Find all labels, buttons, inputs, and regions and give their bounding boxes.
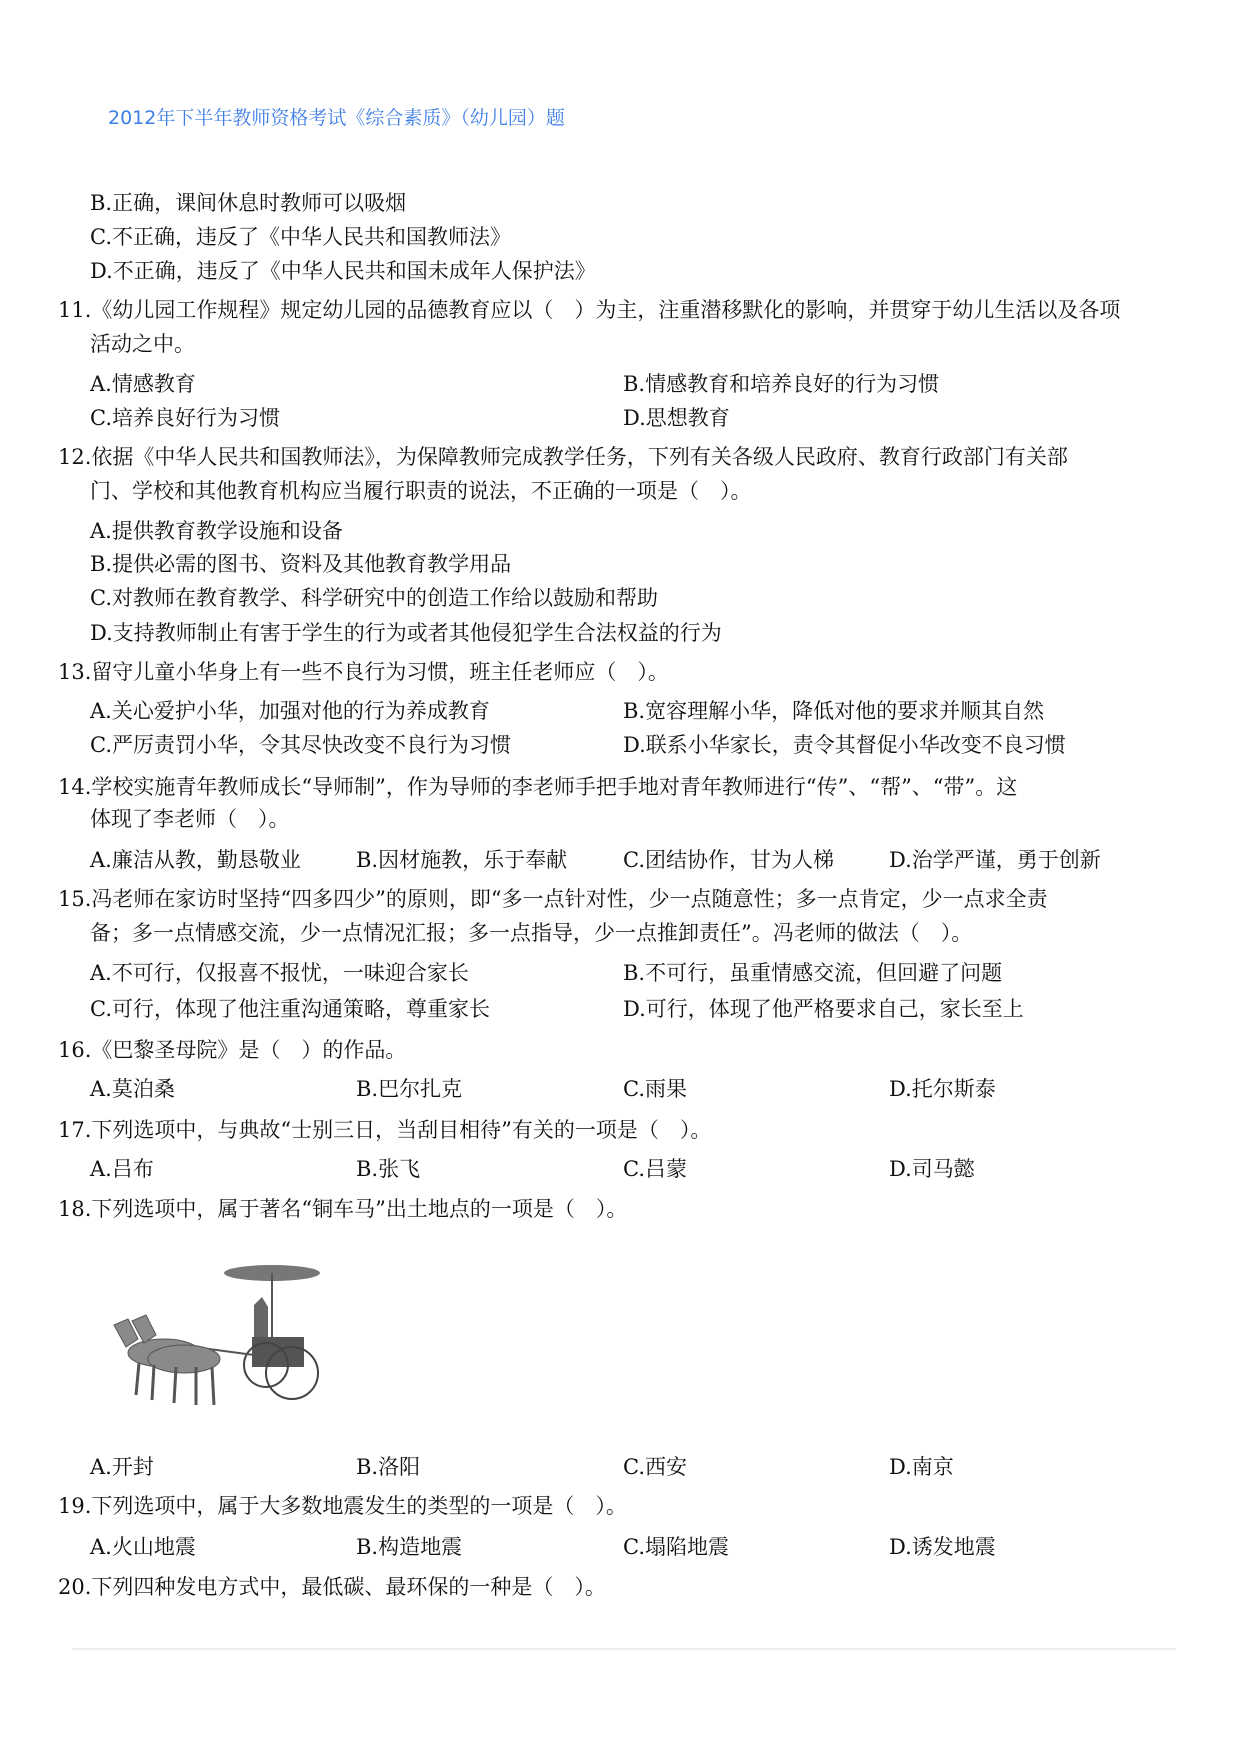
question-stem: 12.依据《中华人民共和国教师法》，为保障教师完成教学任务，下列有关各级人民政府、教育行政部门有关部 xyxy=(58,445,1068,469)
question-stem-continued: 门、学校和其他教育机构应当履行职责的说法，不正确的一项是（ ）。 xyxy=(90,479,752,503)
option-a: A.吕布 xyxy=(90,1157,154,1181)
option-d: D.思想教育 xyxy=(623,406,730,430)
question-stem: 11.《幼儿园工作规程》规定幼儿园的品德教育应以（ ）为主，注重潜移默化的影响，并贯穿于幼儿生活以及各项 xyxy=(58,298,1121,322)
option-a: A.不可行，仅报喜不报忧，一味迎合家长 xyxy=(90,961,469,985)
option-d: D.南京 xyxy=(889,1455,954,1479)
option-a: A.关心爱护小华，加强对他的行为养成教育 xyxy=(90,699,490,723)
option-c: C.塌陷地震 xyxy=(623,1535,729,1559)
option-b: B.不可行，虽重情感交流，但回避了问题 xyxy=(623,961,1003,985)
question-stem: 18.下列选项中，属于著名“铜车马”出土地点的一项是（ ）。 xyxy=(58,1197,628,1221)
option-d: D.可行，体现了他严格要求自己，家长至上 xyxy=(623,997,1024,1021)
option-b: B.构造地震 xyxy=(356,1535,463,1559)
option-c: C.培养良好行为习惯 xyxy=(90,406,280,430)
option-d: D.诱发地震 xyxy=(889,1535,996,1559)
option-b: B.洛阳 xyxy=(356,1455,421,1479)
option-c: C.对教师在教育教学、科学研究中的创造工作给以鼓励和帮助 xyxy=(90,586,658,610)
option-b: B.因材施教，乐于奉献 xyxy=(356,848,568,872)
option-b: B.提供必需的图书、资料及其他教育教学用品 xyxy=(90,552,512,576)
option-d: D.不正确，违反了《中华人民共和国未成年人保护法》 xyxy=(90,259,596,283)
option-d: D.支持教师制止有害于学生的行为或者其他侵犯学生合法权益的行为 xyxy=(90,621,722,645)
question-stem-continued: 活动之中。 xyxy=(90,332,195,356)
option-a: A.提供教育教学设施和设备 xyxy=(90,519,343,543)
page-divider xyxy=(72,1648,1176,1650)
option-a: A.火山地震 xyxy=(90,1535,196,1559)
option-c: C.团结协作，甘为人梯 xyxy=(623,848,834,872)
option-d: D.司马懿 xyxy=(889,1157,975,1181)
bronze-chariot-image xyxy=(104,1255,330,1415)
option-c: C.西安 xyxy=(623,1455,687,1479)
question-stem: 15.冯老师在家访时坚持“四多四少”的原则，即“多一点针对性，少一点随意性；多一点肯定，少一点求全责 xyxy=(58,887,1048,911)
option-a: A.莫泊桑 xyxy=(90,1077,175,1101)
option-b: B.巴尔扎克 xyxy=(356,1077,463,1101)
question-stem: 16.《巴黎圣母院》是（ ）的作品。 xyxy=(58,1038,407,1062)
option-a: A.开封 xyxy=(90,1455,154,1479)
option-c: C.可行，体现了他注重沟通策略，尊重家长 xyxy=(90,997,490,1021)
document-title: 2012年下半年教师资格考试《综合素质》（幼儿园）题 xyxy=(108,107,565,129)
option-d: D.托尔斯泰 xyxy=(889,1077,996,1101)
option-a: A.廉洁从教，勤恳敬业 xyxy=(90,848,301,872)
question-stem-continued: 体现了李老师（ ）。 xyxy=(90,807,290,831)
option-c: C.雨果 xyxy=(623,1077,687,1101)
option-b: B.情感教育和培养良好的行为习惯 xyxy=(623,372,940,396)
question-stem-continued: 备；多一点情感交流，少一点情况汇报；多一点指导，少一点推卸责任”。冯老师的做法（ ）。 xyxy=(90,921,973,945)
question-stem: 17.下列选项中，与典故“士别三日，当刮目相待”有关的一项是（ ）。 xyxy=(58,1118,712,1142)
option-d: D.联系小华家长，责令其督促小华改变不良习惯 xyxy=(623,733,1066,757)
question-stem: 13.留守儿童小华身上有一些不良行为习惯，班主任老师应（ ）。 xyxy=(58,660,669,684)
question-stem: 14.学校实施青年教师成长“导师制”，作为导师的李老师手把手地对青年教师进行“传”、“帮”、“带”。这 xyxy=(58,775,1018,799)
question-stem: 20.下列四种发电方式中，最低碳、最环保的一种是（ ）。 xyxy=(58,1575,606,1599)
option-a: A.情感教育 xyxy=(90,372,196,396)
option-c: C.不正确，违反了《中华人民共和国教师法》 xyxy=(90,225,511,249)
option-b: B.宽容理解小华，降低对他的要求并顺其自然 xyxy=(623,699,1045,723)
option-c: C.严厉责罚小华，令其尽快改变不良行为习惯 xyxy=(90,733,511,757)
question-stem: 19.下列选项中，属于大多数地震发生的类型的一项是（ ）。 xyxy=(58,1494,627,1518)
option-b: B.张飞 xyxy=(356,1157,421,1181)
option-d: D.治学严谨，勇于创新 xyxy=(889,848,1101,872)
option-b: B.正确，课间休息时教师可以吸烟 xyxy=(90,191,407,215)
option-c: C.吕蒙 xyxy=(623,1157,687,1181)
